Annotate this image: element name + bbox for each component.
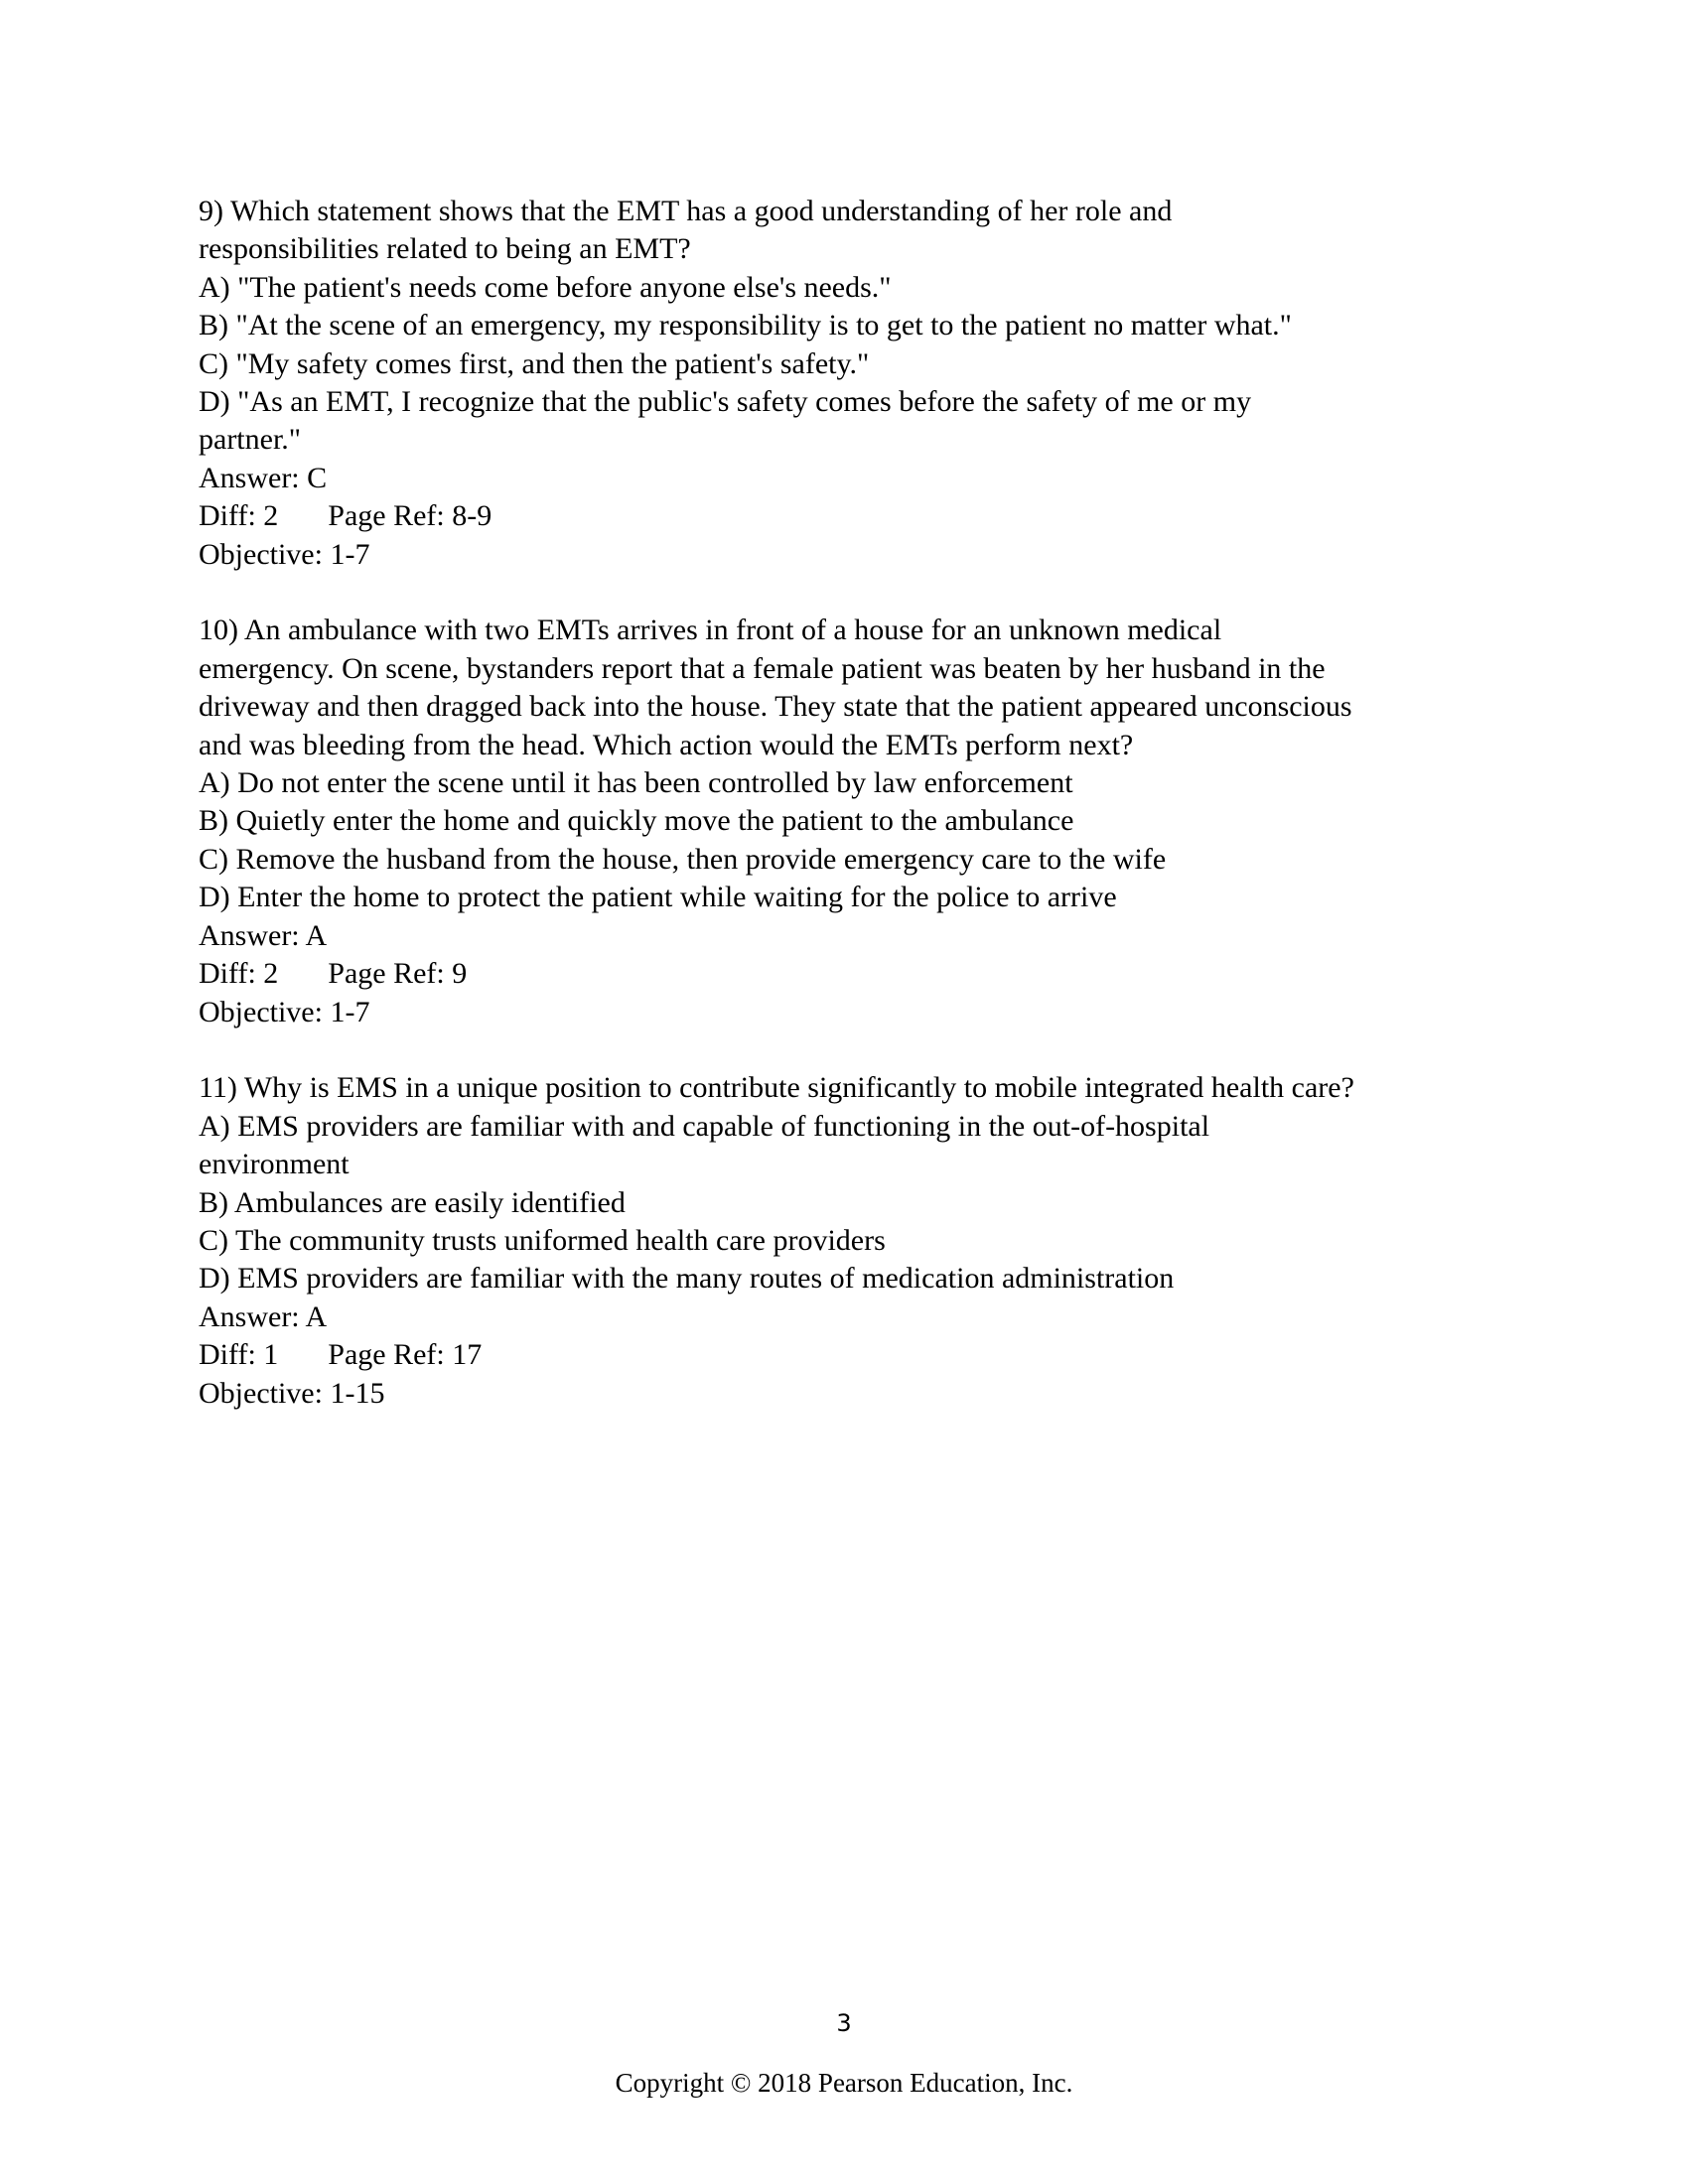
question-stem-line: 11) Why is EMS in a unique position to contribute significantly to mobile integrated health care?	[199, 1071, 1354, 1105]
answer-option: D) EMS providers are familiar with the many routes of medication administration	[199, 1262, 1175, 1296]
difficulty: Diff: 2	[199, 499, 279, 533]
question-stem-line: driveway and then dragged back into the house. They state that the patient appeared unconscious	[199, 690, 1352, 724]
answer-option: C) "My safety comes first, and then the patient's safety."	[199, 346, 870, 380]
difficulty-page-ref	[199, 497, 1354, 535]
answer-option: B) Ambulances are easily identified	[199, 1185, 626, 1219]
page-ref: Page Ref: 9	[328, 957, 468, 991]
objective: Objective: 1-15	[199, 1376, 385, 1410]
answer-option: A) Do not enter the scene until it has been controlled by law enforcement	[199, 766, 1073, 800]
page-number: 3	[836, 2009, 852, 2037]
page-ref: Page Ref: 8-9	[328, 499, 492, 533]
question-stem-line: and was bleeding from the head. Which action would the EMTs perform next?	[199, 728, 1134, 761]
objective: Objective: 1-7	[199, 995, 370, 1028]
question-block	[199, 193, 1354, 574]
question-block	[199, 1069, 1354, 1413]
page-ref: Page Ref: 17	[328, 1338, 483, 1372]
question-block	[199, 612, 1354, 1030]
answer-option: partner."	[199, 423, 302, 457]
answer-option: environment	[199, 1148, 350, 1181]
question-stem-line: 9) Which statement shows that the EMT has a good understanding of her role and	[199, 195, 1173, 227]
question-stem-line: emergency. On scene, bystanders report that a female patient was beaten by her husband in the	[199, 651, 1326, 685]
answer-key: Answer: C	[199, 461, 328, 494]
answer-option: B) Quietly enter the home and quickly move the patient to the ambulance	[199, 804, 1074, 838]
question-stem-line: 10) An ambulance with two EMTs arrives in front of a house for an unknown medical	[199, 614, 1222, 647]
difficulty: Diff: 2	[199, 957, 279, 991]
answer-option: D) Enter the home to protect the patient while waiting for the police to arrive	[199, 881, 1117, 914]
answer-option: C) Remove the husband from the house, then provide emergency care to the wife	[199, 842, 1167, 876]
difficulty-page-ref	[199, 1336, 1354, 1374]
answer-key: Answer: A	[199, 918, 328, 952]
answer-option: A) "The patient's needs come before anyone else's needs."	[199, 270, 892, 304]
answer-option: B) "At the scene of an emergency, my responsibility is to get to the patient no matter what."	[199, 309, 1292, 342]
difficulty-page-ref	[199, 955, 1354, 993]
objective: Objective: 1-7	[199, 537, 370, 571]
answer-option: D) "As an EMT, I recognize that the public's safety comes before the safety of me or my	[199, 385, 1252, 419]
answer-key: Answer: A	[199, 1299, 328, 1333]
answer-option: A) EMS providers are familiar with and capable of functioning in the out-of-hospital	[199, 1109, 1210, 1143]
answer-option: C) The community trusts uniformed health care providers	[199, 1223, 886, 1257]
difficulty: Diff: 1	[199, 1338, 279, 1372]
question-stem-line: responsibilities related to being an EMT?	[199, 232, 691, 266]
question-list	[199, 193, 1354, 1450]
copyright-notice: Copyright © 2018 Pearson Education, Inc.	[615, 2068, 1073, 2098]
